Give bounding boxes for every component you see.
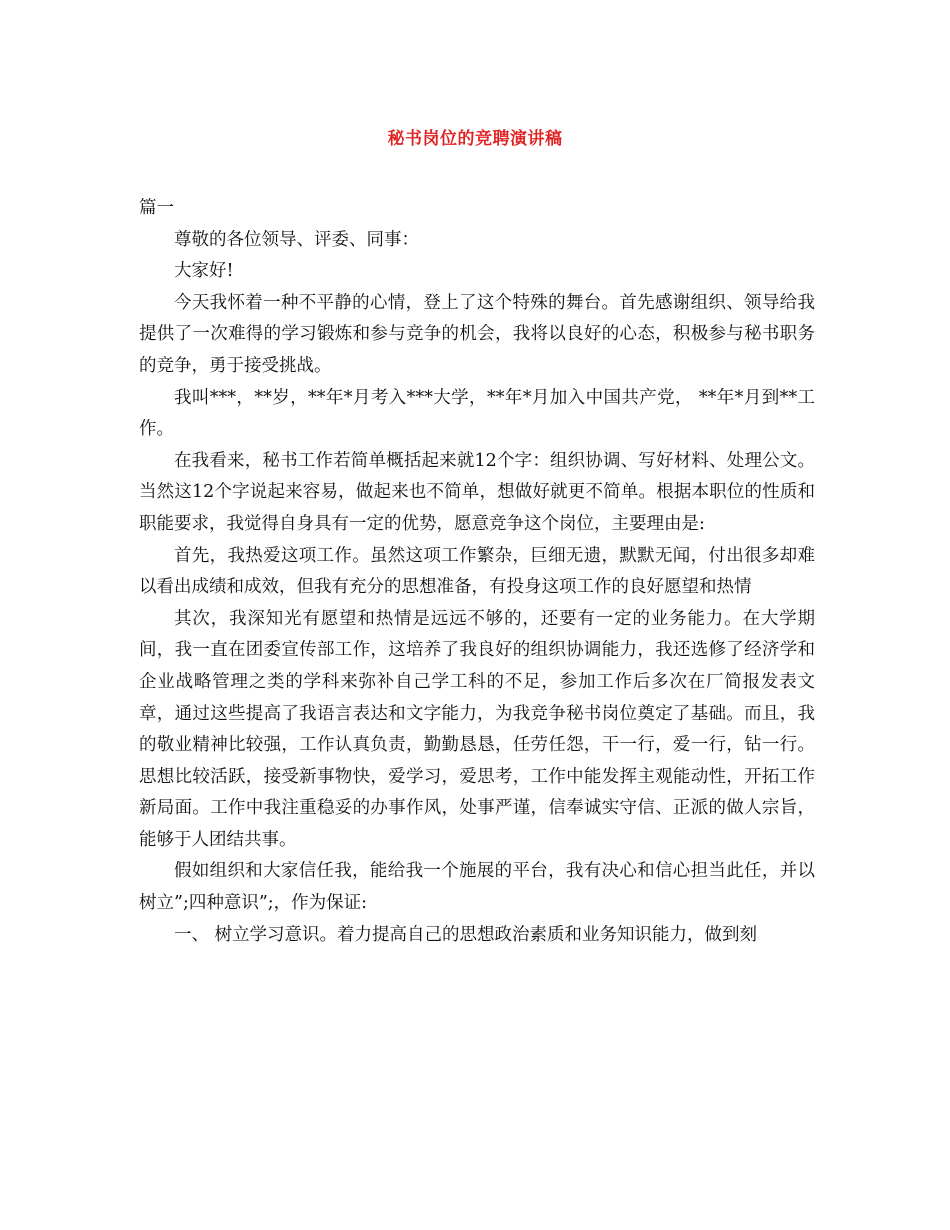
paragraph: 一、 树立学习意识。着力提高自己的思想政治素质和业务知识能力，做到刻: [174, 924, 758, 945]
salutation: 尊敬的各位领导、评委、同事：: [174, 229, 419, 250]
document-body: [139, 193, 815, 951]
paragraph: 我叫***，**岁，**年*月考入***大学，**年*月加入中国共产党， **年*月到**工作。: [139, 387, 815, 440]
greeting: 大家好!: [174, 261, 234, 282]
paragraph: 今天我怀着一种不平静的心情，登上了这个特殊的舞台。首先感谢组织、领导给我提供了一次难得的学习锻炼和参与竞争的机会，我将以良好的心态，积极参与秘书职务的竞争，勇于接受挑战。: [139, 292, 815, 376]
document-title: 秘书岗位的竞聘演讲稿: [387, 129, 563, 149]
paragraph: 假如组织和大家信任我，能给我一个施展的平台，我有决心和信心担当此任，并以树立”;四种意识”;，作为保证:: [139, 861, 815, 914]
paragraph: 其次，我深知光有愿望和热情是远远不够的，还要有一定的业务能力。在大学期间，我一直在团委宣传部工作，这培养了我良好的组织协调能力，我还选修了经济学和企业战略管理之类的学科来弥补自己学工科的不足，参加工作后多次在厂简报发表文章，通过这些提高了我语言表达和文字能力，为我竞争秘书岗位奠定了基础。而且，我的敬业精神比较强，工作认真负责，勤勤恳恳，任劳任怨，干一行，爱一行，钻一行。思想比较活跃，接受新事物快，爱学习，爱思考，工作中能发挥主观能动性，开拓工作新局面。工作中我注重稳妥的办事作风，处事严谨，信奉诚实守信、正派的做人宗旨，能够于人团结共事。: [139, 608, 815, 850]
paragraph: 在我看来，秘书工作若简单概括起来就12个字：组织协调、写好材料、处理公文。当然这12个字说起来容易，做起来也不简单，想做好就更不简单。根据本职位的性质和职能要求，我觉得自身具有一定的优势，愿意竞争这个岗位，主要理由是:: [139, 450, 815, 534]
section-heading: 篇一: [139, 198, 174, 218]
paragraph: 首先，我热爱这项工作。虽然这项工作繁杂，巨细无遗，默默无闻，付出很多却难以看出成绩和成效，但我有充分的思想准备，有投身这项工作的良好愿望和热情: [139, 545, 815, 598]
